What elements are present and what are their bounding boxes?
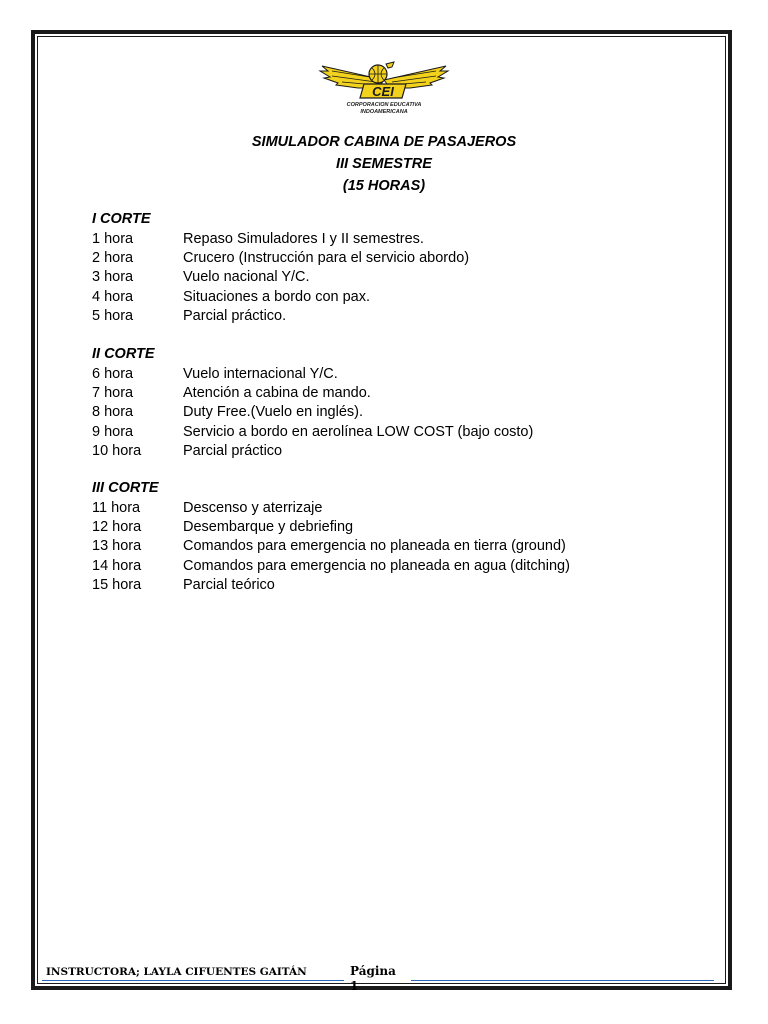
row-hour: 3 hora: [92, 269, 134, 286]
schedule-row: [92, 288, 469, 307]
section-i-corte: [92, 210, 469, 326]
section-title: I CORTE: [92, 211, 151, 227]
row-topic: Desembarque y debriefing: [183, 518, 354, 535]
row-hour: 6 hora: [92, 365, 134, 382]
row-hour: 12 hora: [92, 518, 142, 535]
row-hour: 8 hora: [92, 404, 134, 421]
svg-text:CEI: CEI: [372, 84, 394, 99]
row-topic: Parcial práctico: [183, 443, 283, 460]
row-hour: 15 hora: [92, 577, 142, 594]
title-line3: (15 HORAS): [342, 178, 426, 194]
row-hour: 1 hora: [92, 230, 134, 247]
row-hour: 13 hora: [92, 538, 142, 555]
row-hour: 2 hora: [92, 249, 134, 266]
row-topic: Parcial práctico.: [183, 308, 287, 325]
row-hour: 11 hora: [92, 499, 141, 516]
row-hour: 4 hora: [92, 288, 134, 305]
section-title: III CORTE: [92, 480, 159, 496]
page-number: 1: [350, 979, 359, 993]
footer-rule-right: [411, 980, 714, 981]
footer-instructor: INSTRUCTORA; LAYLA CIFUENTES GAITÁN: [46, 966, 307, 978]
page-number-block: [350, 964, 400, 994]
row-hour: 9 hora: [92, 423, 134, 440]
row-topic: Vuelo nacional Y/C.: [183, 269, 310, 286]
row-topic: Servicio a bordo en aerolínea LOW COST (bajo costo): [183, 423, 534, 440]
page-label: Página: [350, 964, 396, 978]
section-title: II CORTE: [92, 346, 155, 362]
row-topic: Situaciones a bordo con pax.: [183, 288, 371, 305]
logo-line2: INDOAMERICANA: [360, 108, 408, 115]
schedule-row: [92, 230, 469, 249]
row-hour: 10 hora: [92, 443, 142, 460]
schedule-row: [92, 249, 469, 268]
document-title: [180, 131, 588, 197]
logo-line1: CORPORACION EDUCATIVA: [346, 102, 422, 108]
winged-logo-icon: [318, 58, 450, 104]
schedule-row: [92, 365, 533, 384]
schedule-row: [92, 557, 570, 576]
schedule-row: [92, 442, 533, 461]
row-topic: Duty Free.(Vuelo en inglés).: [183, 404, 363, 421]
schedule-row: [92, 384, 533, 403]
title-line2: III SEMESTRE: [336, 156, 432, 172]
schedule-row: [92, 537, 570, 556]
title-line1: SIMULADOR CABINA DE PASAJEROS: [251, 134, 517, 150]
schedule-row: [92, 576, 570, 595]
row-topic: Repaso Simuladores I y II semestres.: [183, 230, 424, 247]
logo-caption: [318, 102, 450, 115]
row-topic: Parcial teórico: [183, 577, 275, 594]
cei-logo: [318, 58, 450, 122]
row-topic: Comandos para emergencia no planeada en agua (ditching): [183, 557, 570, 574]
schedule-row: [92, 307, 469, 326]
row-topic: Vuelo internacional Y/C.: [183, 365, 338, 382]
row-topic: Comandos para emergencia no planeada en tierra (ground): [183, 538, 566, 555]
row-topic: Atención a cabina de mando.: [183, 384, 371, 401]
row-hour: 5 hora: [92, 308, 134, 325]
row-topic: Descenso y aterrizaje: [183, 499, 323, 516]
schedule-row: [92, 499, 570, 518]
footer-rule-left: [42, 980, 344, 981]
schedule-row: [92, 268, 469, 287]
schedule-row: [92, 403, 533, 422]
row-hour: 7 hora: [92, 384, 134, 401]
section-ii-corte: [92, 345, 533, 461]
section-iii-corte: [92, 479, 570, 595]
row-hour: 14 hora: [92, 557, 142, 574]
schedule-row: [92, 423, 533, 442]
row-topic: Crucero (Instrucción para el servicio abordo): [183, 249, 470, 266]
schedule-row: [92, 518, 570, 537]
